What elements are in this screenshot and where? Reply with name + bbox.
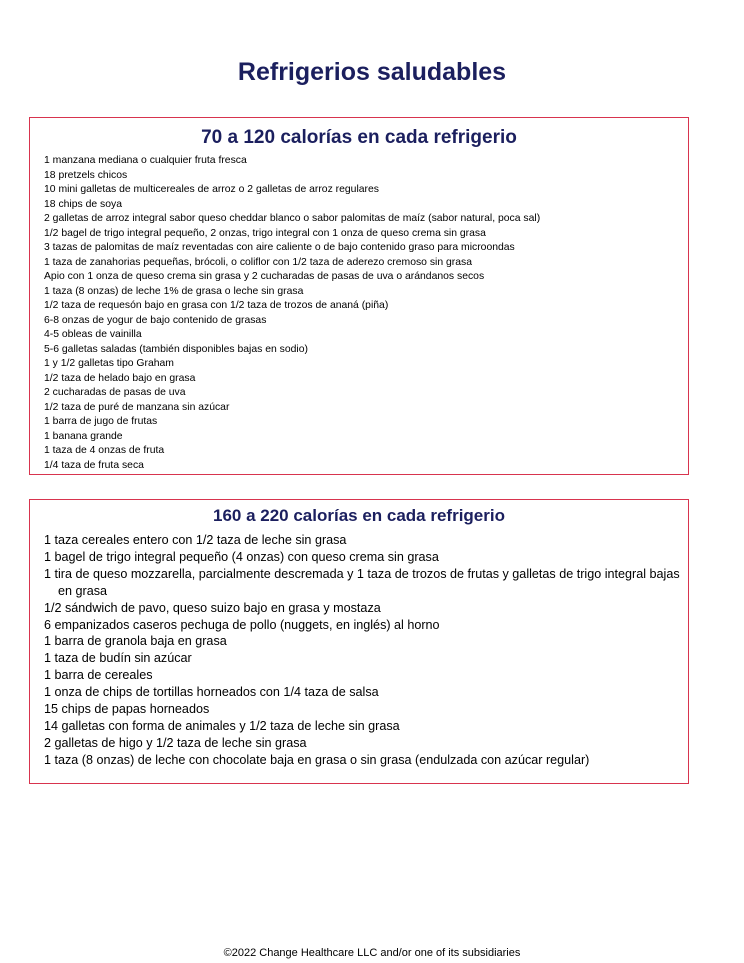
snack-item: 5-6 galletas saladas (también disponibles bajas en sodio) bbox=[44, 343, 308, 355]
section-heading: 70 a 120 calorías en cada refrigerio bbox=[201, 127, 517, 148]
snack-item: 1/2 bagel de trigo integral pequeño, 2 onzas, trigo integral con 1 onza de queso crema sin grasa bbox=[44, 227, 486, 239]
section-70-120-calories bbox=[29, 117, 689, 475]
snack-item: 1 taza de budín sin azúcar bbox=[44, 651, 192, 666]
snack-item: 6-8 onzas de yogur de bajo contenido de grasas bbox=[44, 314, 267, 326]
snack-item: 1/2 sándwich de pavo, queso suizo bajo en grasa y mostaza bbox=[44, 600, 381, 615]
snack-item: 18 pretzels chicos bbox=[44, 169, 128, 181]
snack-item: 1 y 1/2 galletas tipo Graham bbox=[44, 358, 174, 369]
snack-item: 1 barra de granola baja en grasa bbox=[44, 634, 227, 649]
snack-item: 4-5 obleas de vainilla bbox=[44, 329, 142, 340]
snack-item: 2 galletas de arroz integral sabor queso cheddar blanco o sabor palomitas de maíz (sabor natural, poca sal) bbox=[44, 213, 541, 224]
snack-list bbox=[30, 532, 688, 769]
snack-item: Apio con 1 onza de queso crema sin grasa y 2 cucharadas de pasas de uva o arándanos secos bbox=[44, 271, 485, 282]
page-title: Refrigerios saludables bbox=[237, 58, 507, 86]
snack-item: 1 taza de zanahorias pequeñas, brócoli, o coliflor con 1/2 taza de aderezo cremoso sin grasa bbox=[44, 256, 473, 268]
section-heading: 160 a 220 calorías en cada refrigerio bbox=[212, 506, 505, 525]
snack-item: 1 manzana mediana o cualquier fruta fresca bbox=[44, 155, 247, 166]
snack-item: 1 barra de cereales bbox=[44, 668, 153, 683]
snack-item: 1 taza (8 onzas) de leche con chocolate baja en grasa o sin grasa (endulzada con azúcar regular) bbox=[44, 752, 590, 767]
snack-item: 1/2 taza de puré de manzana sin azúcar bbox=[44, 401, 230, 413]
snack-item: 2 cucharadas de pasas de uva bbox=[44, 387, 186, 398]
snack-item: 1/4 taza de fruta seca bbox=[44, 459, 144, 471]
snack-item: 1 taza (8 onzas) de leche 1% de grasa o leche sin grasa bbox=[44, 285, 304, 297]
snack-item: 1 banana grande bbox=[44, 430, 123, 442]
section-160-220-calories bbox=[29, 499, 689, 784]
snack-item: 1 taza de 4 onzas de fruta bbox=[44, 445, 165, 456]
snack-item: 1 taza cereales entero con 1/2 taza de leche sin grasa bbox=[44, 533, 347, 547]
snack-item: 1 bagel de trigo integral pequeño (4 onzas) con queso crema sin grasa bbox=[44, 549, 439, 564]
snack-item: 1/2 taza de helado bajo en grasa bbox=[44, 372, 196, 384]
snack-item: 15 chips de papas horneados bbox=[44, 702, 210, 717]
snack-item: 3 tazas de palomitas de maíz reventadas con aire caliente o de bajo contenido graso para microondas bbox=[44, 242, 515, 253]
snack-item: 1 onza de chips de tortillas horneados con 1/4 taza de salsa bbox=[44, 685, 379, 700]
snack-item: 10 mini galletas de multicereales de arroz o 2 galletas de arroz regulares bbox=[44, 184, 379, 195]
snack-item: 14 galletas con forma de animales y 1/2 taza de leche sin grasa bbox=[44, 718, 400, 733]
snack-item: 1/2 taza de requesón bajo en grasa con 1/2 taza de trozos de ananá (piña) bbox=[44, 300, 389, 311]
snack-item: 1 tira de queso mozzarella, parcialmente descremada y 1 taza de trozos de frutas y galletas de trigo integral bajas en grasa bbox=[44, 566, 680, 598]
copyright-footer: ©2022 Change Healthcare LLC and/or one of its subsidiaries bbox=[223, 947, 521, 959]
snack-item: 6 empanizados caseros pechuga de pollo (nuggets, en inglés) al horno bbox=[44, 617, 440, 632]
snack-item: 2 galletas de higo y 1/2 taza de leche sin grasa bbox=[44, 735, 307, 750]
snack-item: 18 chips de soya bbox=[44, 198, 122, 210]
snack-list bbox=[30, 154, 688, 473]
snack-item: 1 barra de jugo de frutas bbox=[44, 416, 158, 427]
